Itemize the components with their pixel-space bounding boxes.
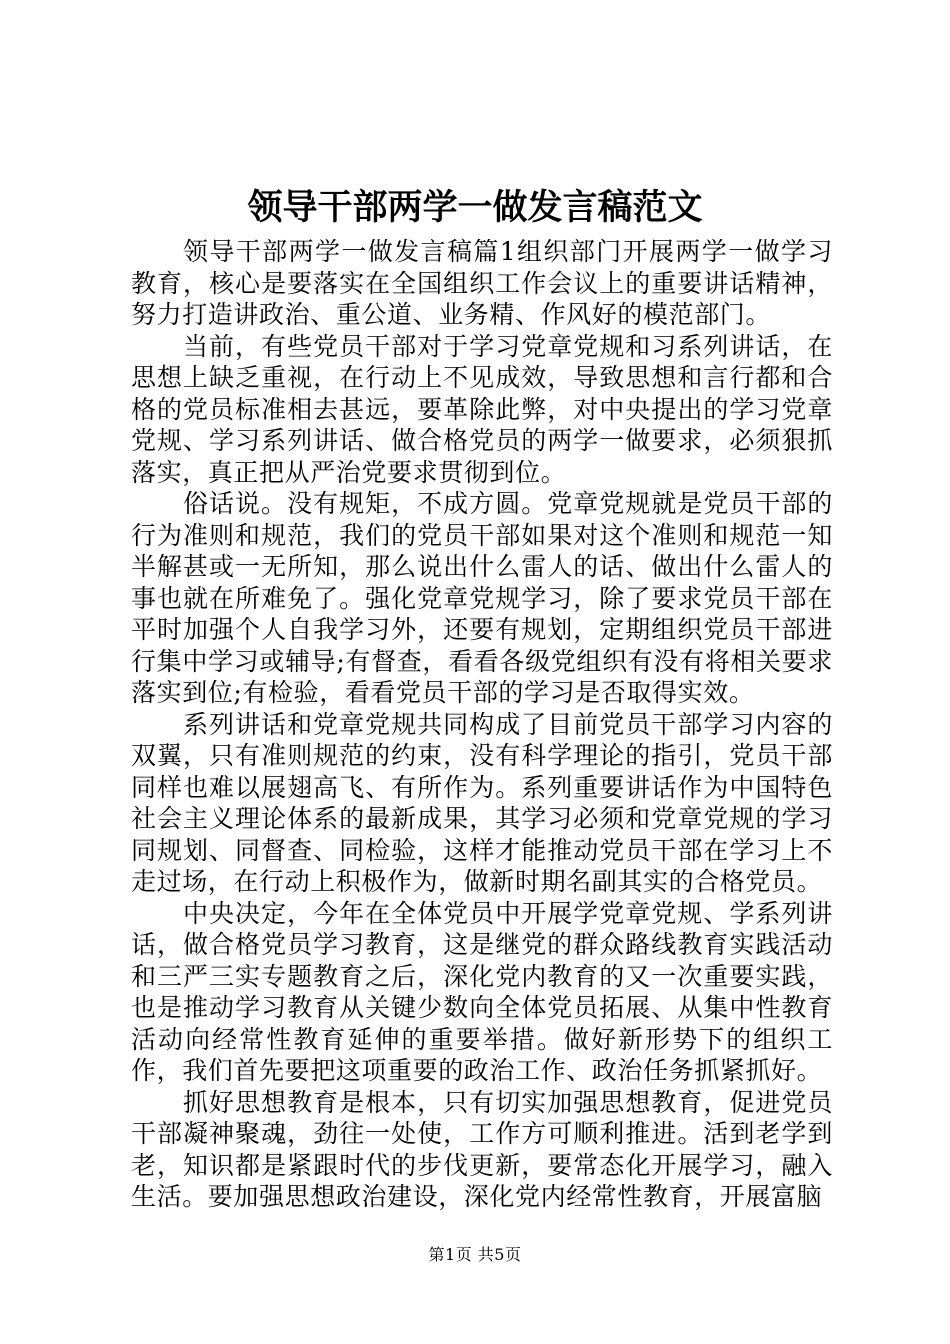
paragraph-5: 中央决定，今年在全体党员中开展学党章党规、学系列讲话，做合格党员学习教育，这是继党的群众路线教育实践活动和三严三实专题教育之后，深化党内教育的又一次重要实践，也是推动学习教育从关键少数向全体党员拓展、从集中性教育活动向经常性教育延伸的重要举措。做好新形势下的组织工作，我们首先要把这项重要的政治工作、政治任务抓紧抓好。: [131, 898, 833, 1085]
document-title: 领导干部两学一做发言稿范文: [247, 187, 703, 228]
paragraph-2: 当前，有些党员干部对于学习党章党规和习系列讲话，在思想上缺乏重视，在行动上不见成效，导致思想和言行都和合格的党员标准相去甚远，要革除此弊，对中央提出的学习党章党规、学习系列讲话、做合格党员的两学一做要求，必须狠抓落实，真正把从严治党要求贯彻到位。: [131, 331, 833, 487]
document-body: [131, 236, 833, 1213]
page-number-footer: 第1页 共5页: [428, 1245, 522, 1264]
paragraph-3: 俗话说。没有规矩，不成方圆。党章党规就是党员干部的行为准则和规范，我们的党员干部如果对这个准则和规范一知半解甚或一无所知，那么说出什么雷人的话、做出什么雷人的事也就在所难免了。强化党章党规学习，除了要求党员干部在平时加强个人自我学习外，还要有规划，定期组织党员干部进行集中学习或辅导;有督查，看看各级党组织有没有将相关要求落实到位;有检验，看看党员干部的学习是否取得实效。: [131, 489, 833, 707]
paragraph-4: 系列讲话和党章党规共同构成了目前党员干部学习内容的双翼，只有准则规范的约束，没有科学理论的指引，党员干部同样也难以展翅高飞、有所作为。系列重要讲话作为中国特色社会主义理论体系的最新成果，其学习必须和党章党规的学习同规划、同督查、同检验，这样才能推动党员干部在学习上不走过场，在行动上积极作为，做新时期名副其实的合格党员。: [131, 709, 833, 896]
paragraph-1: 领导干部两学一做发言稿篇1组织部门开展两学一做学习教育，核心是要落实在全国组织工作会议上的重要讲话精神，努力打造讲政治、重公道、业务精、作风好的模范部门。: [131, 237, 833, 329]
paragraph-6: 抓好思想教育是根本，只有切实加强思想教育，促进党员干部凝神聚魂，劲往一处使，工作方可顺利推进。活到老学到老，知识都是紧跟时代的步伐更新，要常态化开展学习，融入生活。要加强思想政治建设，深化党内经常性教育，开展富脑: [131, 1087, 833, 1211]
